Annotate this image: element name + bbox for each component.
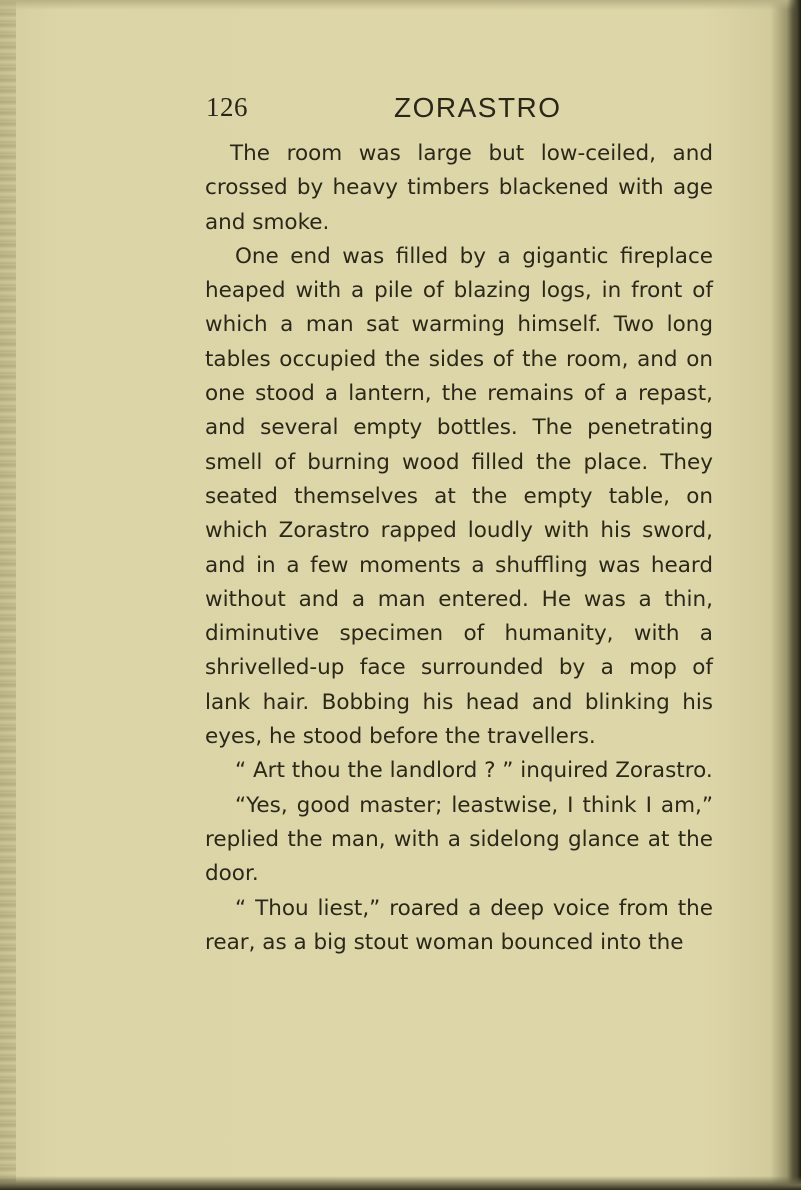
paragraph: “ Art thou the landlord ? ” inquired Zorastro. <box>235 758 713 784</box>
page-binding-edge <box>0 0 16 1190</box>
paragraph: “ Thou liest,” roared a deep voice from the rear, as a big stout woman bounced into the <box>205 895 713 955</box>
page-number: 126 <box>206 92 248 122</box>
page-right-edge <box>787 0 801 1190</box>
page-bottom-edge <box>0 1176 801 1190</box>
paragraph: “Yes, good master; leastwise, I think I am,” replied the man, with a sidelong glance at the door. <box>205 792 713 887</box>
body-text <box>205 137 713 960</box>
page-top-edge <box>0 0 801 10</box>
page-header <box>206 92 746 136</box>
running-title: ZORASTRO <box>394 92 562 123</box>
paragraph: The room was large but low-ceiled, and crossed by heavy timbers blackened with age and smoke. <box>205 141 713 235</box>
paragraph: One end was filled by a gigantic fireplace heaped with a pile of blazing logs, in front of which a man sat warming himself. Two long tables occupied the sides of the room, and on one stood a lantern, the remains of a repast, and several empty bottles. The penetrating smell of burning wood filled the place. They seated themselves at the empty table, on which Zorastro rapped loudly with his sword, and in a few moments a shuffling was heard without and a man entered. He was a thin, diminutive specimen of humanity, with a shrivelled-up face surrounded by a mop of lank hair. Bobbing his head and blinking his eyes, he stood before the travellers. <box>205 243 713 750</box>
